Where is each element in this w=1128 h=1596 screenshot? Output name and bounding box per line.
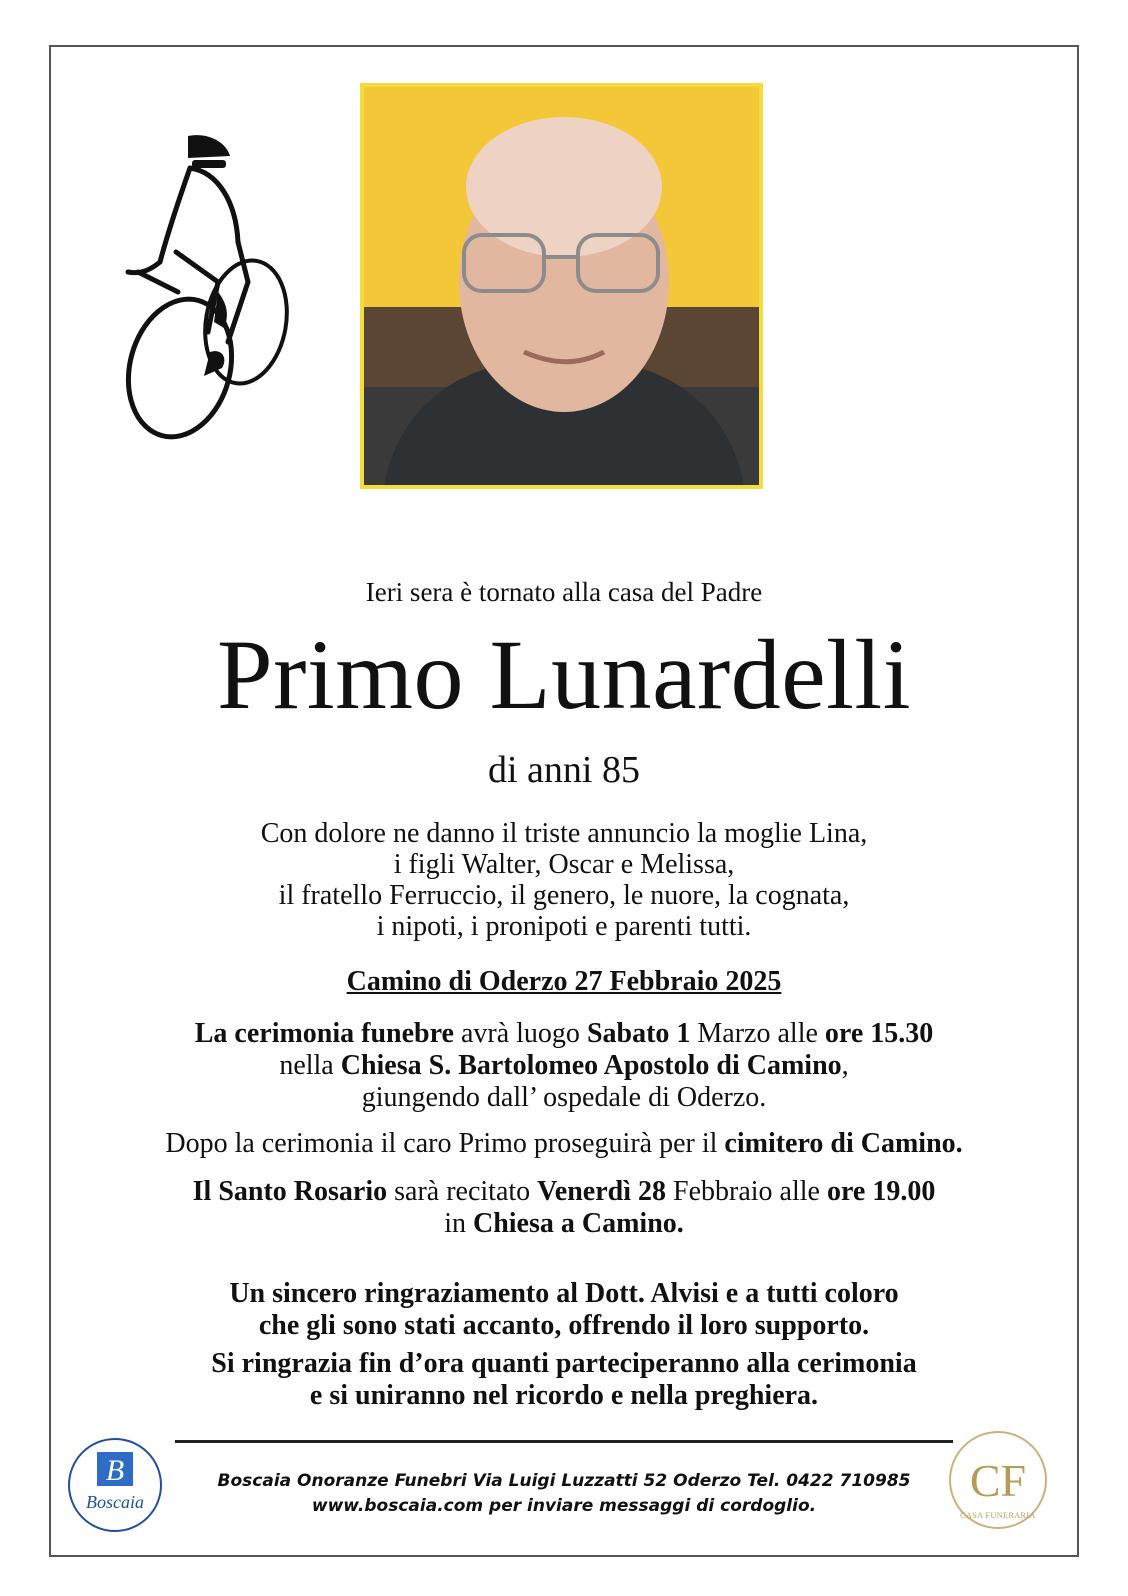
deceased-age: di anni 85 <box>488 749 640 791</box>
ceremony-title: La cerimonia funebre <box>194 1018 454 1049</box>
ceremony-line-2 <box>49 1050 1079 1082</box>
thanks-line: che gli sono stati accanto, offrendo il loro supporto. <box>258 1310 870 1341</box>
rosary-text: sarà recitato <box>387 1176 538 1207</box>
mourners-line: i figli Walter, Oscar e Melissa, <box>393 849 735 880</box>
rosary-church: Chiesa a Camino. <box>472 1208 684 1239</box>
casa-monogram: CF <box>969 1455 1027 1506</box>
after-ceremony <box>49 1128 1079 1160</box>
intro-text: Ieri sera è tornato alla casa del Padre <box>365 577 763 607</box>
casa-funeraria-text: CASA FUNERARIA <box>960 1511 1036 1520</box>
rosary-text: in <box>444 1208 473 1239</box>
rosary-line-2 <box>49 1208 1079 1240</box>
rosary-day: Venerdì 28 <box>537 1176 667 1207</box>
footer-address: Boscaia Onoranze Funebri Via Luigi Luzzatti 52 Oderzo Tel. 0422 710985 <box>217 1471 911 1491</box>
footer-divider <box>175 1440 953 1443</box>
cyclist-icon <box>118 132 298 450</box>
thanks-line: Si ringrazia fin d’ora quanti parteciperanno alla cerimonia <box>211 1348 917 1379</box>
ceremony-line-3: giungendo dall’ ospedale di Oderzo. <box>361 1082 767 1113</box>
portrait-photo <box>360 83 763 489</box>
mourners-line: Con dolore ne danno il triste annuncio la moglie Lina, <box>260 818 868 849</box>
boscaia-logo-text: Boscaia <box>86 1492 144 1512</box>
ceremony-line-1 <box>49 1018 1079 1050</box>
ceremony-time: ore 15.30 <box>824 1018 934 1049</box>
mourners-line: i nipoti, i pronipoti e parenti tutti. <box>376 911 752 942</box>
place-date: Camino di Oderzo 27 Febbraio 2025 <box>346 966 782 997</box>
boscaia-monogram: B <box>105 1454 125 1487</box>
mourners-line: il fratello Ferruccio, il genero, le nuore, la cognata, <box>278 880 850 911</box>
after-text: Dopo la cerimonia il caro Primo proseguirà per il <box>165 1128 725 1159</box>
ceremony-text: , <box>841 1050 849 1081</box>
ceremony-text: Marzo alle <box>690 1018 825 1049</box>
rosary-time: ore 19.00 <box>826 1176 936 1207</box>
ceremony-text: nella <box>279 1050 341 1081</box>
casa-funeraria-logo <box>946 1430 1050 1536</box>
ceremony-text: avrà luogo <box>453 1018 587 1049</box>
rosary-block <box>49 1176 1079 1240</box>
rosary-title: Il Santo Rosario <box>192 1176 388 1207</box>
thanks-block-2 <box>49 1348 1079 1412</box>
thanks-block-1 <box>49 1278 1079 1342</box>
ceremony-church: Chiesa S. Bartolomeo Apostolo di Camino <box>340 1050 842 1081</box>
rosary-text: Febbraio alle <box>666 1176 827 1207</box>
mourners-block <box>49 818 1079 942</box>
ceremony-day: Sabato 1 <box>586 1018 691 1049</box>
deceased-name: Primo Lunardelli <box>217 619 911 730</box>
thanks-line: e si uniranno nel ricordo e nella preghiera. <box>309 1380 819 1411</box>
cemetery: cimitero di Camino. <box>724 1128 963 1159</box>
footer-website[interactable]: www.boscaia.com per inviare messaggi di cordoglio. <box>311 1496 817 1516</box>
ceremony-block <box>49 1018 1079 1114</box>
thanks-line: Un sincero ringraziamento al Dott. Alvisi e a tutti coloro <box>229 1278 899 1309</box>
rosary-line-1 <box>49 1176 1079 1208</box>
